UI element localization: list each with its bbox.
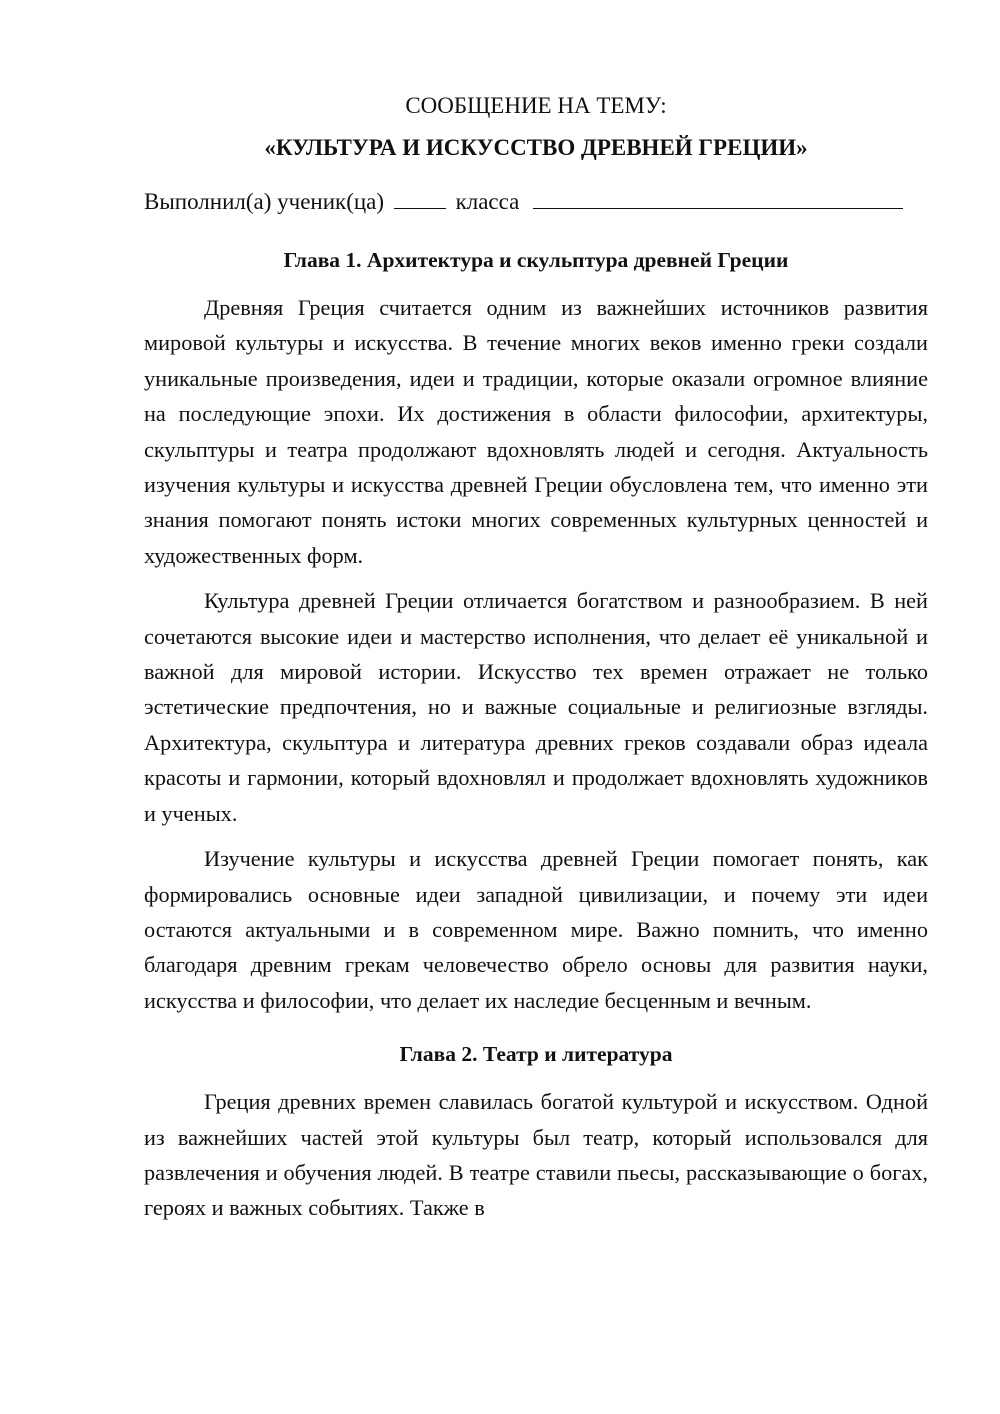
- author-prefix: Выполнил(а) ученик(ца): [144, 189, 385, 214]
- class-label: класса: [455, 189, 520, 214]
- name-blank-field[interactable]: [533, 188, 903, 209]
- document-title: «КУЛЬТУРА И ИСКУССТВО ДРЕВНЕЙ ГРЕЦИИ»: [264, 135, 808, 160]
- chapter-1-paragraph: Древняя Греция считается одним из важнейших источников развития мировой культуры и искусства. В течение многих веков именно греки создали уникальные произведения, идеи и традиции, которые оказали огромное влияние на последующие эпохи. Их достижения в области философии, архитектуры, скульптуры и театра продолжают вдохновлять людей и сегодня. Актуальность изучения культуры и искусства древней Греции обусловлена тем, что именно эти знания помогают понять истоки многих современных культурных ценностей и художественных форм.: [144, 295, 928, 568]
- chapter-2-title: Глава 2. Театр и литература: [399, 1042, 673, 1067]
- chapter-2-paragraph: Греция древних времен славилась богатой культурой и искусством. Одной из важнейших частей этой культуры был театр, который использовался для развлечения и обучения людей. В театре ставили пьесы, рассказывающие о богах, героях и важных событиях. Также в: [144, 1089, 928, 1221]
- author-line: [144, 186, 928, 218]
- chapter-1-paragraph: Изучение культуры и искусства древней Греции помогает понять, как формировались основные идеи западной цивилизации, и почему эти идеи остаются актуальными и в современном мире. Важно помнить, что именно благодаря древним грекам человечество обрело основы для развития науки, искусства и философии, что делает их наследие бесценным и вечным.: [144, 846, 928, 1013]
- chapter-1-title: Глава 1. Архитектура и скульптура древней Греции: [283, 248, 789, 272]
- document-page: [144, 90, 928, 1226]
- chapter-1-paragraph: Культура древней Греции отличается богатством и разнообразием. В ней сочетаются высокие идеи и мастерство исполнения, что делает её уникальной и важной для мировой истории. Искусство тех времен отражает не только эстетические предпочтения, но и важные социальные и религиозные взгляды. Архитектура, скульптура и литература древних греков создавали образ идеала красоты и гармонии, который вдохновлял и продолжает вдохновлять художников и ученых.: [144, 588, 928, 826]
- grade-blank-field[interactable]: [394, 188, 446, 209]
- document-subject-heading: СООБЩЕНИЕ НА ТЕМУ:: [405, 93, 667, 118]
